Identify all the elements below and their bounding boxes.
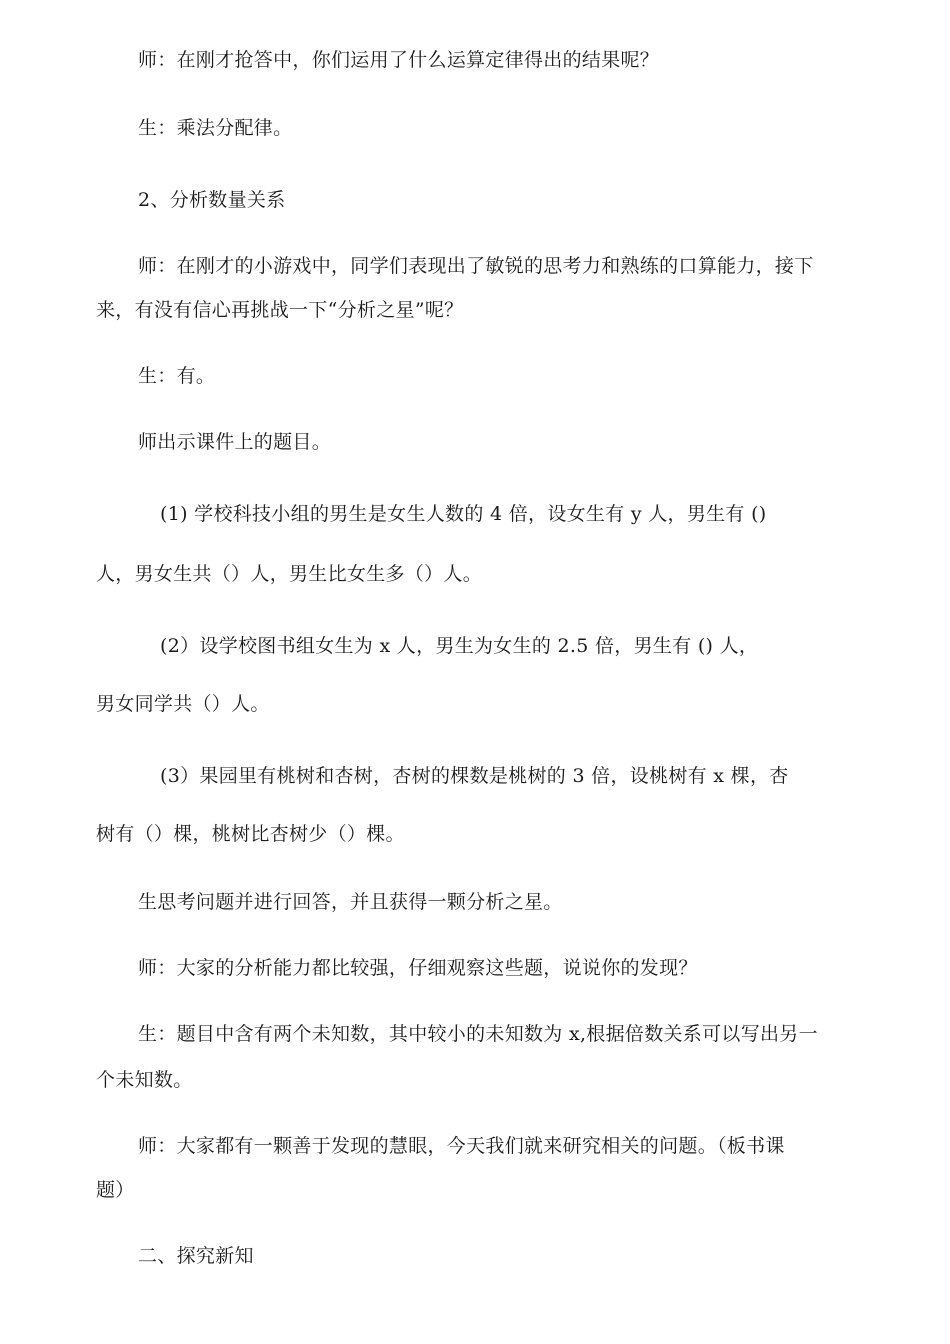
- paragraph-student-thinks: 生思考问题并进行回答，并且获得一颗分析之星。: [138, 891, 563, 913]
- section-heading-explore: 二、探究新知: [138, 1245, 254, 1267]
- paragraph-student-yes: 生：有。: [138, 365, 216, 387]
- paragraph-teacher-challenge-line1: 师：在刚才的小游戏中，同学们表现出了敏锐的思考力和熟练的口算能力，接下: [138, 255, 814, 277]
- paragraph-student-answer: 生：乘法分配律。: [138, 117, 293, 139]
- problem-2-line2: 男女同学共（）人。: [96, 693, 270, 715]
- problem-2-line1: (2）设学校图书组女生为 x 人，男生为女生的 2.5 倍，男生有 () 人，: [160, 635, 759, 657]
- problem-1-line2: 人，男女生共（）人，男生比女生多（）人。: [96, 563, 483, 585]
- problem-3-line2: 树有（）棵，桃树比杏树少（）棵。: [96, 823, 405, 845]
- problem-1-line1: (1) 学校科技小组的男生是女生人数的 4 倍，设女生有 y 人，男生有 (): [160, 503, 767, 525]
- paragraph-teacher-topic-line1: 师：大家都有一颗善于发现的慧眼，今天我们就来研究相关的问题。（板书课: [138, 1135, 785, 1157]
- problem-3-line1: (3）果园里有桃树和杏树，杏树的棵数是桃树的 3 倍，设桃树有 x 棵，杏: [160, 765, 789, 787]
- paragraph-student-discovery-line1: 生：题目中含有两个未知数，其中较小的未知数为 x,根据倍数关系可以写出另一: [138, 1023, 818, 1045]
- paragraph-teacher-observe: 师：大家的分析能力都比较强，仔细观察这些题，说说你的发现？: [138, 957, 698, 979]
- section-heading-analysis: 2、分析数量关系: [138, 189, 286, 211]
- paragraph-teacher-question: 师：在刚才抢答中，你们运用了什么运算定律得出的结果呢？: [138, 49, 660, 71]
- paragraph-teacher-shows: 师出示课件上的题目。: [138, 431, 332, 453]
- paragraph-teacher-topic-line2: 题）: [96, 1179, 135, 1201]
- paragraph-teacher-challenge-line2: 来，有没有信心再挑战一下“分析之星”呢？: [96, 299, 464, 321]
- paragraph-student-discovery-line2: 个未知数。: [96, 1069, 193, 1091]
